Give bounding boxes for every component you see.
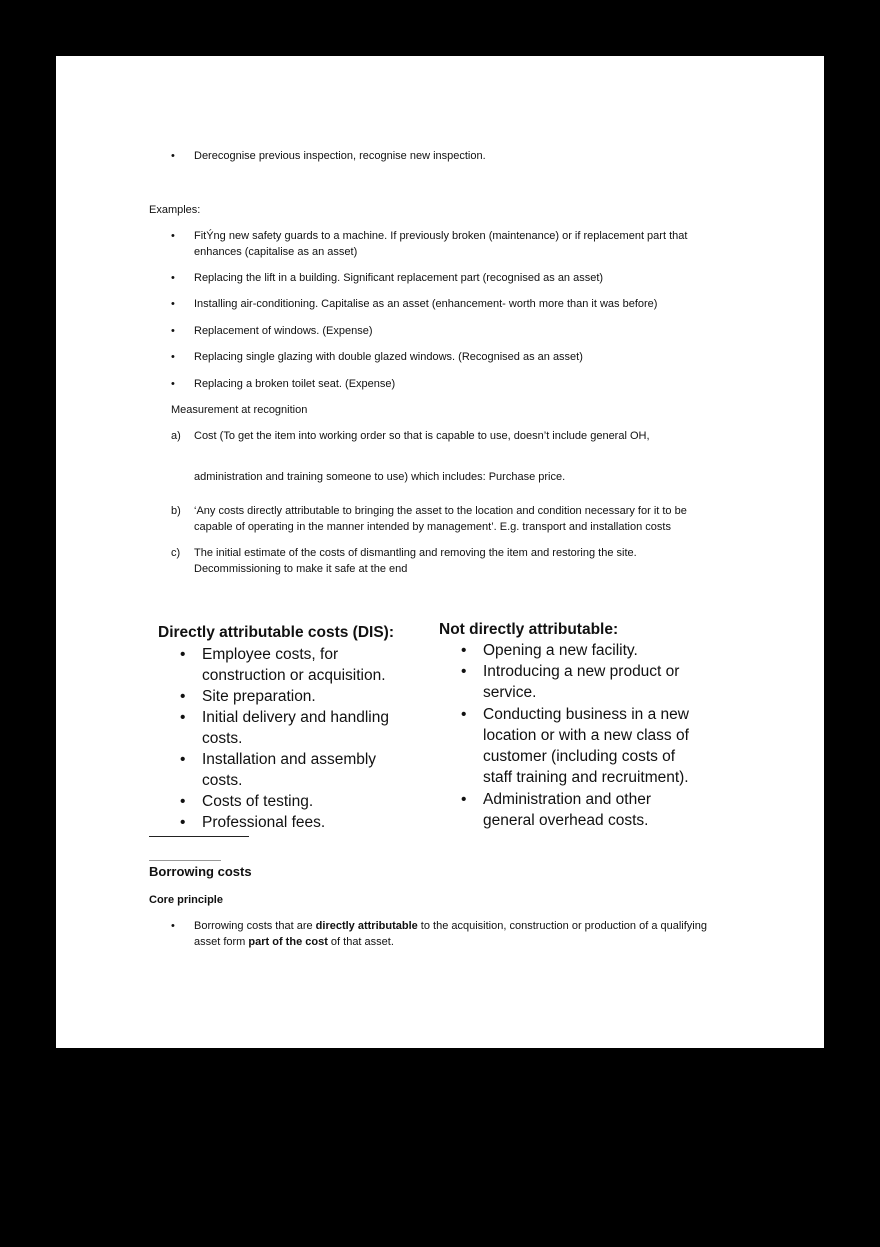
nda-item-line: Conducting business in a new bbox=[483, 706, 689, 723]
nda-item-line: location or with a new class of bbox=[483, 727, 689, 744]
bullet-icon: • bbox=[171, 325, 175, 337]
dis-item-line: Site preparation. bbox=[202, 688, 316, 705]
measurement-item-line: ‘Any costs directly attributable to bringing the asset to the location and condition necessary for it to be bbox=[194, 505, 687, 517]
measurement-item-line: Decommissioning to make it safe at the end bbox=[194, 563, 408, 575]
list-label-a: a) bbox=[171, 430, 181, 442]
dis-item-line: costs. bbox=[202, 772, 243, 789]
dis-item-line: Costs of testing. bbox=[202, 793, 314, 810]
example-item-line: enhances (capitalise as an asset) bbox=[194, 246, 358, 258]
bullet-icon: • bbox=[180, 793, 186, 810]
bold-text-run: directly attributable bbox=[315, 920, 418, 932]
list-label-c: c) bbox=[171, 547, 181, 559]
nda-item-line: general overhead costs. bbox=[483, 812, 649, 829]
measurement-item-line: capable of operating in the manner intended by management’. E.g. transport and installation costs bbox=[194, 521, 671, 533]
dis-item-line: Initial delivery and handling bbox=[202, 709, 389, 726]
example-item-line: FitÝng new safety guards to a machine. If previously broken (maintenance) or if replacement part that bbox=[194, 230, 688, 242]
nda-item-line: Administration and other bbox=[483, 791, 652, 808]
bullet-icon: • bbox=[171, 920, 175, 932]
core-principle-heading: Core principle bbox=[149, 894, 223, 906]
bold-text-run: part of the cost bbox=[248, 936, 328, 948]
example-item-line: Replacing a broken toilet seat. (Expense) bbox=[194, 378, 396, 390]
measurement-item-line: The initial estimate of the costs of dismantling and removing the item and restoring the site. bbox=[194, 547, 637, 559]
dis-item-line: Installation and assembly bbox=[202, 751, 377, 768]
dis-item-line: Professional fees. bbox=[202, 814, 326, 831]
not-directly-attributable-heading: Not directly attributable: bbox=[439, 621, 619, 638]
dis-item-line: Employee costs, for bbox=[202, 646, 339, 663]
measurement-heading: Measurement at recognition bbox=[171, 404, 308, 416]
bullet-icon: • bbox=[171, 298, 175, 310]
nda-item-line: Introducing a new product or bbox=[483, 663, 680, 680]
dis-item-line: costs. bbox=[202, 730, 243, 747]
example-item-line: Installing air-conditioning. Capitalise as an asset (enhancement- worth more than it was before) bbox=[194, 298, 658, 310]
list-label-b: b) bbox=[171, 505, 181, 517]
bullet-icon: • bbox=[171, 378, 175, 390]
bullet-icon: • bbox=[180, 751, 186, 768]
borrowing-bullet-line-1 bbox=[194, 918, 707, 934]
borrowing-costs-heading: Borrowing costs bbox=[149, 864, 252, 879]
nda-item-line: service. bbox=[483, 684, 537, 701]
examples-heading: Examples: bbox=[149, 204, 201, 216]
example-item-line: Replacement of windows. (Expense) bbox=[194, 325, 373, 337]
directly-attributable-heading: Directly attributable costs (DIS): bbox=[158, 624, 394, 641]
example-item-line: Replacing single glazing with double glazed windows. (Recognised as an asset) bbox=[194, 351, 583, 363]
bullet-icon: • bbox=[461, 663, 467, 680]
measurement-item-line: Cost (To get the item into working order so that is capable to use, doesn’t include general OH, bbox=[194, 430, 650, 442]
example-item-line: Replacing the lift in a building. Significant replacement part (recognised as an asset) bbox=[194, 272, 604, 284]
borrowing-bullet-line-2 bbox=[194, 934, 394, 950]
bullet-icon: • bbox=[180, 709, 186, 726]
text-run: to the acquisition, construction or production of a qualifying bbox=[417, 920, 707, 932]
bullet-icon: • bbox=[171, 351, 175, 363]
footnote-separator bbox=[149, 836, 249, 837]
bullet-icon: • bbox=[171, 272, 175, 284]
bullet-icon: • bbox=[171, 230, 175, 242]
text-run: Borrowing costs that are bbox=[194, 920, 316, 932]
dis-item-line: construction or acquisition. bbox=[202, 667, 386, 684]
nda-item-line: staff training and recruitment). bbox=[483, 769, 689, 786]
text-run: asset form bbox=[194, 936, 249, 948]
bullet-icon: • bbox=[180, 814, 186, 831]
top-bullet-text: Derecognise previous inspection, recognise new inspection. bbox=[194, 150, 486, 162]
bullet-icon: • bbox=[461, 706, 467, 723]
measurement-item-line: administration and training someone to use) which includes: Purchase price. bbox=[194, 471, 566, 483]
bullet-icon: • bbox=[461, 791, 467, 808]
bullet-icon: • bbox=[180, 688, 186, 705]
bullet-icon: • bbox=[461, 642, 467, 659]
nda-item-line: Opening a new facility. bbox=[483, 642, 638, 659]
bullet-icon: • bbox=[180, 646, 186, 663]
text-run: of that asset. bbox=[327, 936, 394, 948]
heading-rule bbox=[149, 860, 221, 861]
bullet-icon: • bbox=[171, 150, 175, 162]
nda-item-line: customer (including costs of bbox=[483, 748, 676, 765]
